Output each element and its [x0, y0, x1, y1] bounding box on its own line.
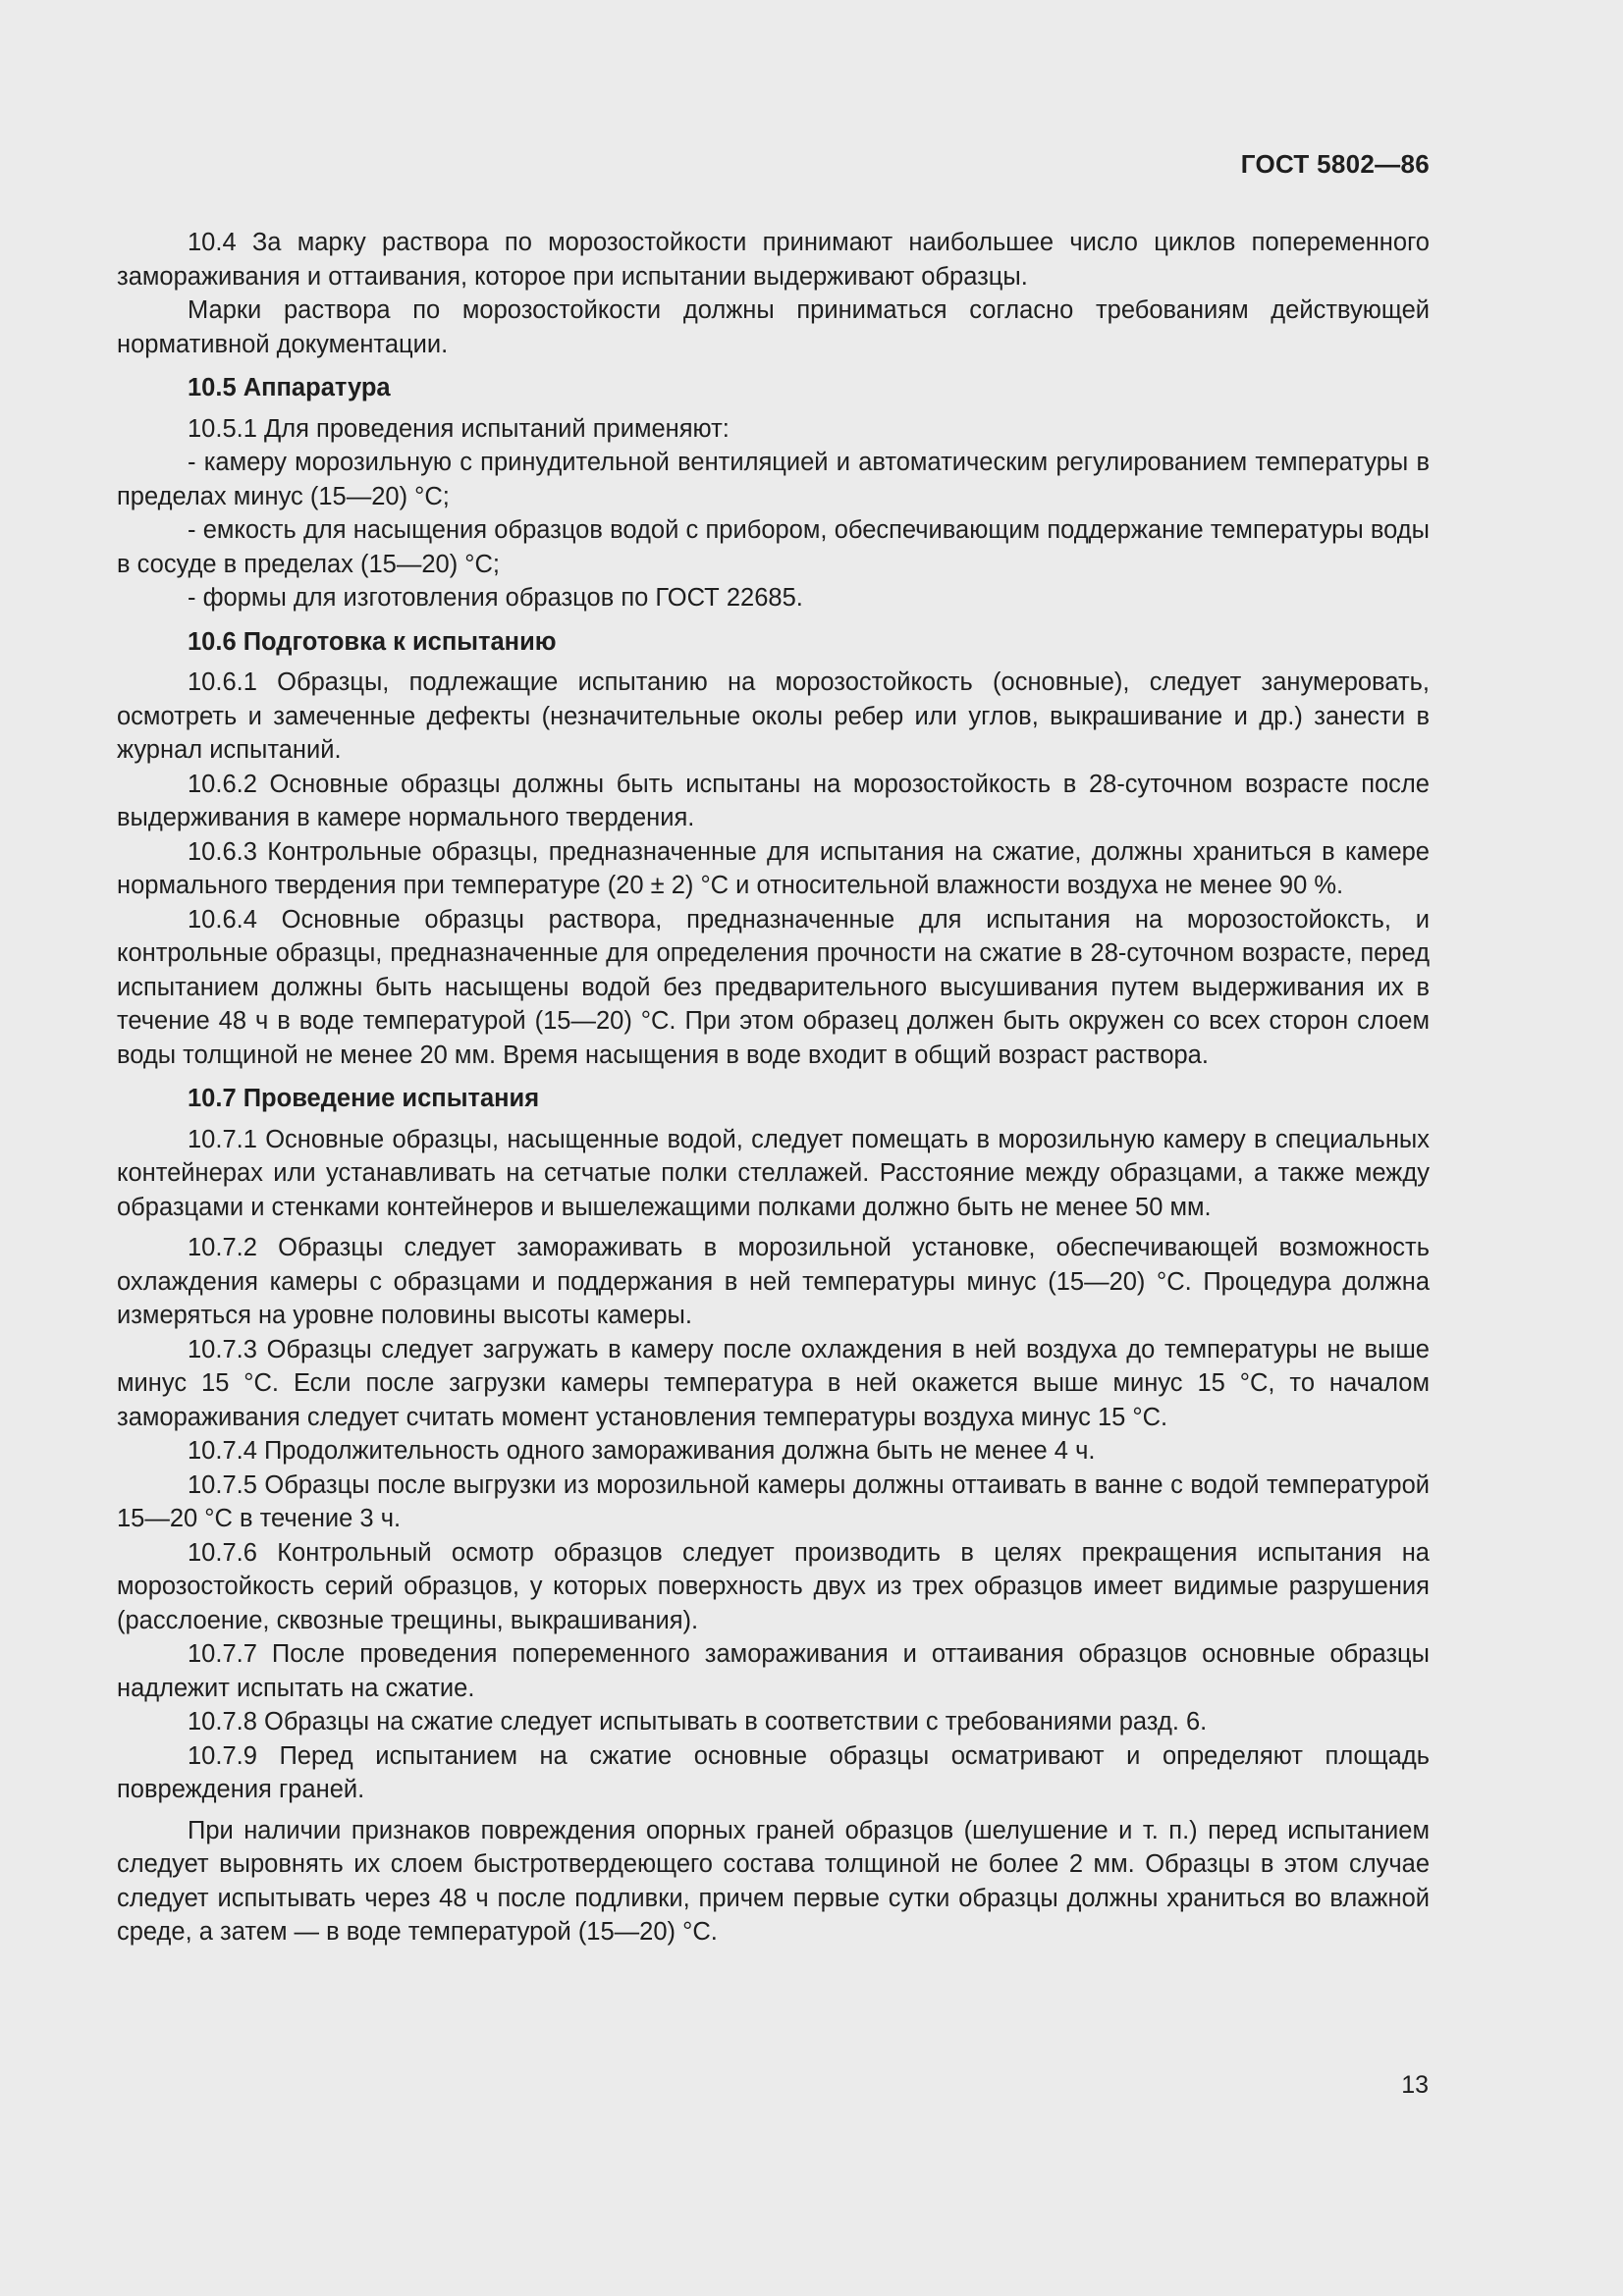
section-heading: 10.6 Подготовка к испытанию: [188, 627, 557, 656]
paragraph: 10.4 За марку раствора по морозостойкости принимают наибольшее число циклов попеременного замораживания и оттаивания, которое при испытании выдерживают образцы.: [117, 229, 1430, 291]
paragraph: 10.7.4 Продолжительность одного замораживания должна быть не менее 4 ч.: [188, 1437, 1096, 1465]
page-number: 13: [1401, 2071, 1429, 2099]
paragraph: 10.7.5 Образцы после выгрузки из морозильной камеры должны оттаивать в ванне с водой температурой 15—20 °С в течение 3 ч.: [117, 1470, 1430, 1532]
paragraph: - камеру морозильную с принудительной вентиляцией и автоматическим регулированием температуры в пределах минус (15—20) °С;: [117, 449, 1430, 510]
paragraph: При наличии признаков повреждения опорных граней образцов (шелушение и т. п.) перед испытанием следует выровнять их слоем быстротвердеющего состава толщиной не более 2 мм. Образцы в этом случае следует испытывать через 48 ч после подливки, причем первые сутки образцы должны храниться во влажной среде, а затем — в воде температурой (15—20) °С.: [117, 1816, 1430, 1946]
paragraph: 10.7.8 Образцы на сжатие следует испытывать в соответствии с требованиями разд. 6.: [188, 1708, 1208, 1735]
document-header: ГОСТ 5802—86: [1240, 149, 1430, 179]
paragraph: 10.7.2 Образцы следует замораживать в морозильной установке, обеспечивающей возможность охлаждения камеры с образцами и поддержания в ней температуры минус (15—20) °С. Процедура должна измеряться на уровне половины высоты камеры.: [117, 1234, 1430, 1329]
paragraph: 10.7.7 После проведения попеременного замораживания и оттаивания образцов основные образцы надлежит испытать на сжатие.: [117, 1640, 1430, 1702]
paragraph: Марки раствора по морозостойкости должны приниматься согласно требованиям действующей нормативной документации.: [117, 296, 1430, 358]
paragraph: - емкость для насыщения образцов водой с прибором, обеспечивающим поддержание температуры воды в сосуде в пределах (15—20) °С;: [117, 516, 1430, 578]
section-heading: 10.7 Проведение испытания: [188, 1085, 540, 1112]
paragraph: - формы для изготовления образцов по ГОСТ 22685.: [188, 584, 803, 612]
paragraph: 10.7.6 Контрольный осмотр образцов следует производить в целях прекращения испытания на морозостойкость серий образцов, у которых поверхность двух из трех образцов имеет видимые разрушения (расслоение, сквозные трещины, выкрашивания).: [117, 1538, 1430, 1634]
paragraph: 10.6.3 Контрольные образцы, предназначенные для испытания на сжатие, должны храниться в камере нормального твердения при температуре (20 ± 2) °С и относительной влажности воздуха не менее 90 %.: [117, 837, 1430, 899]
section-heading: 10.5 Аппаратура: [188, 374, 391, 401]
paragraph: 10.6.4 Основные образцы раствора, предназначенные для испытания на морозостойокcть, и контрольные образцы, предназначенные для определения прочности на сжатие в 28-суточном возрасте, перед испытанием должны быть насыщены водой без предварительного высушивания путем выдерживания их в течение 48 ч в воде температурой (15—20) °С. При этом образец должен быть окружен со всех сторон слоем воды толщиной не менее 20 мм. Время насыщения в воде входит в общий возраст раствора.: [117, 905, 1430, 1069]
paragraph: 10.7.9 Перед испытанием на сжатие основные образцы осматривают и определяют площадь повреждения граней.: [117, 1741, 1430, 1803]
paragraph: 10.6.1 Образцы, подлежащие испытанию на морозостойкость (основные), следует занумеровать, осмотреть и замеченные дефекты (незначительные околы ребер или углов, выкрашивание и др.) занести в журнал испытаний.: [117, 668, 1430, 764]
paragraph: 10.6.2 Основные образцы должны быть испытаны на морозостойкость в 28-суточном возрасте после выдерживания в камере нормального твердения.: [117, 770, 1430, 831]
paragraph: 10.7.3 Образцы следует загружать в камеру после охлаждения в ней воздуха до температуры не выше минус 15 °С. Если после загрузки камеры температура в ней окажется выше минус 15 °С, то началом замораживания следует считать момент установления температуры воздуха минус 15 °С.: [117, 1335, 1430, 1431]
paragraph: 10.7.1 Основные образцы, насыщенные водой, следует помещать в морозильную камеру в специальных контейнерах или устанавливать на сетчатые полки стеллажей. Расстояние между образцами, а также между образцами и стенками контейнеров и вышележащими полками должно быть не менее 50 мм.: [117, 1125, 1430, 1221]
document-body: [117, 226, 1430, 1949]
paragraph: 10.5.1 Для проведения испытаний применяют:: [188, 414, 730, 443]
